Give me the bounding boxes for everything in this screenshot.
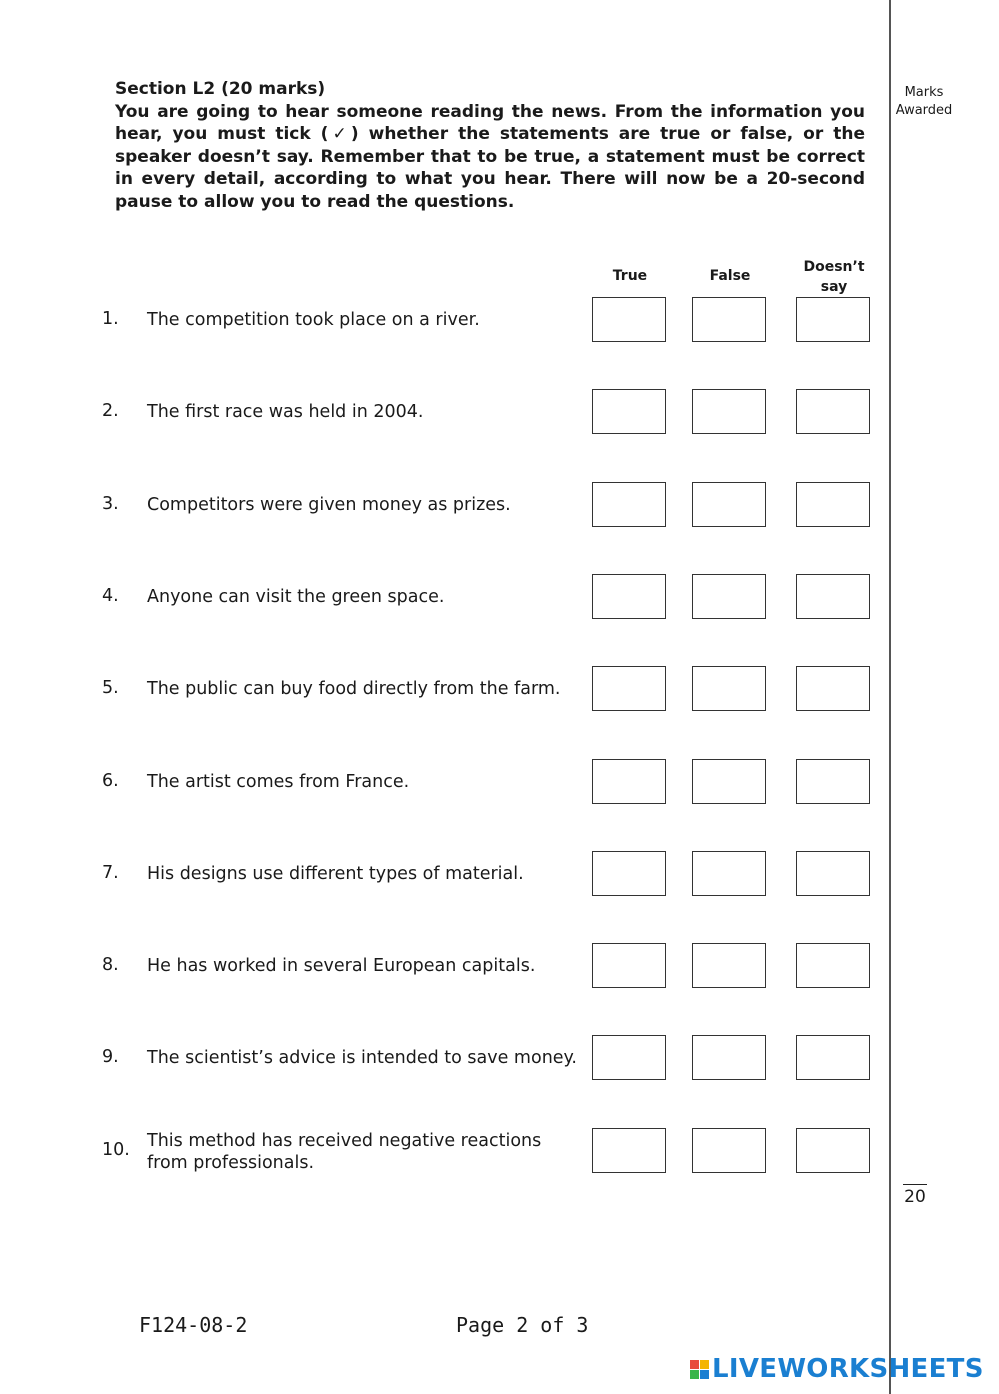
logo-tile [690,1370,699,1379]
answer-box-false[interactable] [692,482,766,527]
answer-box-false[interactable] [692,1128,766,1173]
section-instructions: You are going to hear someone reading the news. From the information you hear, you must tick (✓) whether the statements are true or false, or the speaker doesn’t say. Remember that to be true, a statement must be correct in every detail, according to what you hear. There will now be a 20-second pause to allow you to read the questions. [115,101,865,212]
answer-box-true[interactable] [592,666,666,711]
answer-box-true[interactable] [592,574,666,619]
question-text: The scientist’s advice is intended to save money. [147,1048,577,1069]
question-text: The first race was held in 2004. [147,402,424,423]
answer-box-true[interactable] [592,389,666,434]
question-number: 9. [102,1047,119,1068]
answer-box-false[interactable] [692,297,766,342]
logo-tiles-icon [690,1360,709,1379]
answer-box-true[interactable] [592,851,666,896]
answer-box-false[interactable] [692,1035,766,1080]
question-text: The public can buy food directly from the farm. [147,679,561,700]
answer-box-doesnt-say[interactable] [796,297,870,342]
answer-box-true[interactable] [592,1035,666,1080]
question-number: 8. [102,955,119,976]
answer-box-false[interactable] [692,943,766,988]
question-number: 10. [102,1139,130,1160]
question-text: The competition took place on a river. [147,310,480,330]
answer-box-false[interactable] [692,666,766,711]
logo-tile [690,1360,699,1369]
question-number: 7. [102,862,119,883]
question-number: 1. [102,309,119,329]
liveworksheets-logo [690,1354,984,1384]
section-header [115,78,865,213]
answer-box-false[interactable] [692,759,766,804]
answer-box-doesnt-say[interactable] [796,482,870,527]
question-text: His designs use different types of material. [147,863,524,884]
answer-box-true[interactable] [592,943,666,988]
answer-box-false[interactable] [692,389,766,434]
footer-page-number: Page 2 of 3 [456,1313,589,1337]
column-header-true: True [612,268,648,284]
answer-box-doesnt-say[interactable] [796,1128,870,1173]
answer-box-doesnt-say[interactable] [796,574,870,619]
marks-margin-line [889,0,891,1394]
question-text: This method has received negative reactions from professionals. [147,1130,542,1173]
answer-box-true[interactable] [592,482,666,527]
column-header-false: False [709,268,751,284]
question-number: 4. [102,585,119,606]
answer-box-doesnt-say[interactable] [796,759,870,804]
answer-box-doesnt-say[interactable] [796,666,870,711]
answer-box-true[interactable] [592,1128,666,1173]
section-title: Section L2 (20 marks) [115,79,326,99]
answer-box-doesnt-say[interactable] [796,389,870,434]
logo-tile [700,1370,709,1379]
question-text: Anyone can visit the green space. [147,586,445,607]
answer-box-true[interactable] [592,297,666,342]
question-text: He has worked in several European capitals. [147,956,536,977]
total-marks: 20 [903,1184,927,1207]
answer-box-true[interactable] [592,759,666,804]
answer-box-doesnt-say[interactable] [796,1035,870,1080]
question-number: 2. [102,401,119,422]
answer-box-false[interactable] [692,574,766,619]
question-text: The artist comes from France. [147,771,410,792]
marks-awarded-label: Marks Awarded [895,85,953,118]
footer-paper-code: F124-08-2 [139,1313,248,1337]
column-header-doesnt-say: Doesn’t say [803,259,865,295]
question-number: 6. [102,770,119,791]
answer-box-doesnt-say[interactable] [796,851,870,896]
answer-box-false[interactable] [692,851,766,896]
logo-text: LIVEWORKSHEETS [712,1354,984,1384]
question-number: 5. [102,678,119,699]
question-text: Competitors were given money as prizes. [147,494,511,515]
answer-box-doesnt-say[interactable] [796,943,870,988]
question-number: 3. [102,493,119,514]
logo-tile [700,1360,709,1369]
